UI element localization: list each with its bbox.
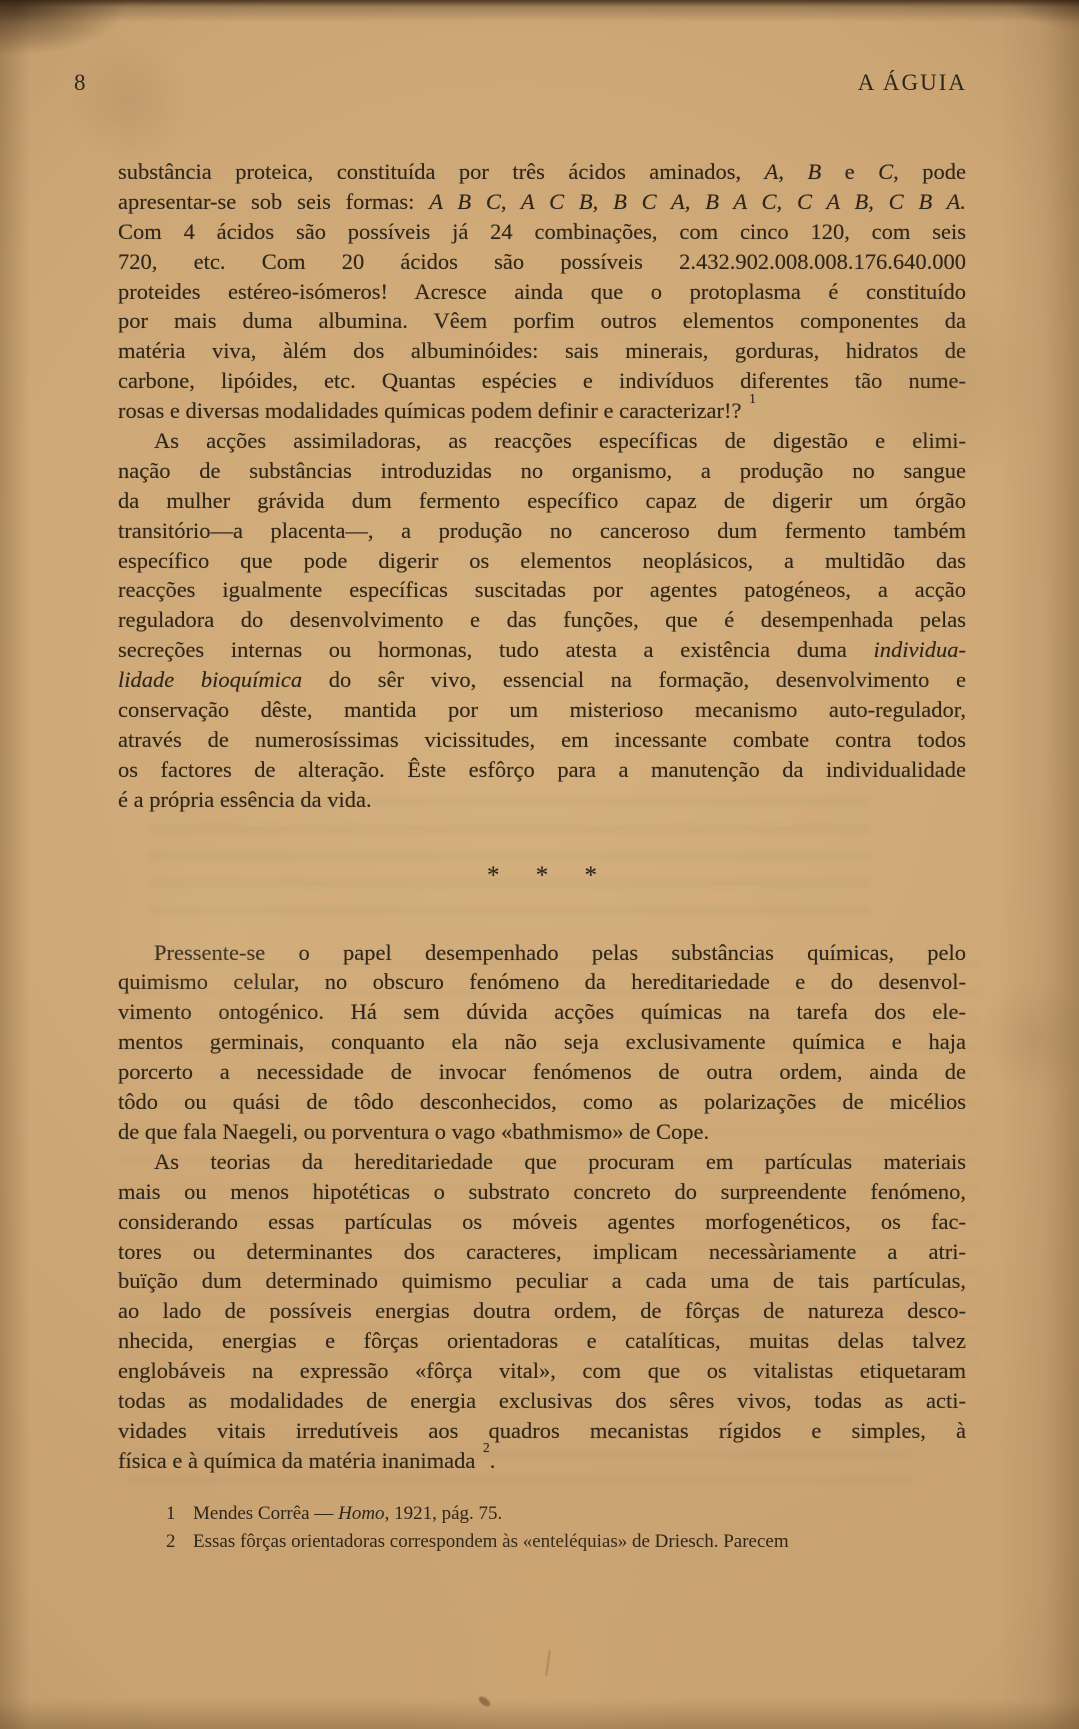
text-line: As teorias da hereditariedade que procuram em partículas materiais: [154, 1148, 966, 1174]
page-header: [0, 70, 1079, 100]
italic-text: B: [807, 159, 822, 184]
text-line: reguladora do desenvolvimento e das funções, que é desempenhada pelas: [118, 607, 966, 633]
text-line: matéria viva, àlém dos albuminóides: sais minerais, gorduras, hidratos de: [118, 338, 966, 364]
text-line: As acções assimiladoras, as reacções específicas de digestão e elimi-: [154, 428, 966, 454]
italic-text: A B C, A C B, B C A, B A C, C A B, C B A.: [429, 188, 967, 214]
text-line: Pressente-se o papel desempenhado pelas substâncias químicas, pelo: [154, 939, 966, 965]
text-line: da mulher grávida dum fermento específico capaz de digerir um órgão: [118, 487, 966, 513]
text-run: apresentar-se sob seis formas:: [118, 188, 430, 214]
footnote-reference: 1: [749, 390, 756, 406]
footnote-marker: 1: [166, 1503, 176, 1524]
text-line: vidades vitais irredutíveis aos quadros mecanistas rígidos e simples, à: [118, 1417, 966, 1443]
paper-fiber: [545, 1650, 551, 1676]
text-block: [118, 157, 966, 1476]
text-line: [118, 390, 966, 426]
footnotes: [166, 1500, 1012, 1556]
footnote: [166, 1500, 1012, 1528]
text-run: física e à química da matéria inanimada: [118, 1447, 481, 1473]
text-line: [118, 635, 966, 665]
text-line: porcerto a necessidade de invocar fenómenos de outra ordem, ainda de: [118, 1059, 966, 1085]
text-run: ,: [778, 159, 808, 184]
text-line: nação de substâncias introduzidas no organismo, a produção no sangue: [118, 457, 966, 483]
text-run: .: [489, 1447, 496, 1473]
italic-text: individua-: [873, 637, 966, 663]
text-line: mentos germinais, conquanto ela não seja exclusivamente química e haja: [118, 1029, 966, 1055]
italic-text: lidade bioquímica: [118, 667, 303, 693]
footnote: [166, 1528, 1012, 1556]
text-line: carbone, lipóides, etc. Quantas espécies e indivíduos diferentes tão nume-: [118, 368, 966, 394]
paragraph: [118, 157, 966, 426]
italic-text: C: [878, 159, 894, 184]
text-line: proteides estéreo-isómeros! Acresce ainda que o protoplasma é constituído: [118, 278, 966, 304]
text-run: Mendes Corrêa —: [193, 1503, 339, 1524]
italic-text: A: [764, 159, 779, 184]
text-line: por mais duma albumina. Vêem porfim outros elementos componentes da: [118, 308, 966, 334]
text-line: [118, 665, 966, 695]
paragraph: [118, 938, 966, 1147]
text-line: reacções igualmente específicas suscitadas por agentes patogéneos, a acção: [118, 577, 966, 603]
text-run: , pode: [893, 159, 966, 184]
text-line: ao lado de possíveis energias doutra ordem, de fôrças de natureza desco-: [118, 1298, 966, 1324]
text-line: mais ou menos hipotéticas o substrato concreto do surpreendente fenómeno,: [118, 1178, 966, 1204]
paragraph: [118, 426, 966, 815]
text-line: todas as modalidades de energia exclusivas dos sêres vivos, todas as acti-: [118, 1387, 966, 1413]
text-line: vimento ontogénico. Há sem dúvida acções químicas na tarefa dos ele-: [118, 999, 966, 1025]
page-number: 8: [74, 70, 86, 95]
paper-speck: [477, 1695, 492, 1709]
text-line: específico que pode digerir os elementos neoplásicos, a multidão das: [118, 547, 966, 573]
text-line: de que fala Naegeli, ou porventura o vago «bathmismo» de Cope.: [118, 1118, 710, 1144]
italic-text: Homo: [338, 1503, 385, 1524]
text-run: secreções internas ou hormonas, tudo atesta a existência duma: [118, 637, 874, 663]
text-run: rosas e diversas modalidades químicas podem definir e caracterizar!?: [118, 398, 748, 424]
paragraph: [118, 1147, 966, 1476]
text-run: e: [821, 159, 879, 184]
text-line: quimismo celular, no obscuro fenómeno da hereditariedade e do desenvol-: [118, 969, 966, 995]
text-line: transitório—a placenta—, a produção no canceroso dum fermento também: [118, 517, 966, 543]
footnote-marker: 2: [166, 1531, 176, 1552]
running-title: A ÁGUIA: [857, 70, 967, 95]
text-run: Essas fôrças orientadoras correspondem às «enteléquias» de Driesch. Parecem: [193, 1531, 789, 1552]
text-run: , 1921, pág. 75.: [384, 1503, 503, 1524]
text-line: englobáveis na expressão «fôrça vital», com que os vitalistas etiquetaram: [118, 1358, 966, 1384]
text-line: 720, etc. Com 20 ácidos são possíveis 2.432.902.008.008.176.640.000: [118, 248, 966, 274]
text-line: [118, 187, 966, 217]
text-line: nhecida, energias e fôrças orientadoras e catalíticas, muitas delas talvez: [118, 1328, 966, 1354]
text-line: [118, 157, 966, 187]
text-run: substância proteica, constituída por três ácidos aminados,: [118, 159, 765, 184]
section-separator: [118, 815, 966, 938]
separator-asterisks: * * *: [487, 862, 597, 890]
text-line: buïção dum determinado quimismo peculiar a cada uma de tais partículas,: [118, 1268, 966, 1294]
text-line: tores ou determinantes dos caracteres, implicam necessàriamente a atri-: [118, 1238, 966, 1264]
text-line: os factores de alteração. Êste esfôrço para a manutenção da individualidade: [118, 756, 966, 782]
text-line: através de numerosíssimas vicissitudes, em incessante combate contra todos: [118, 726, 966, 752]
text-line: tôdo ou quási de tôdo desconhecidos, como as polarizações de micélios: [118, 1089, 966, 1115]
text-line: conservação dêste, mantida por um misterioso mecanismo auto-regulador,: [118, 697, 966, 723]
text-line: considerando essas partículas os móveis agentes morfogenéticos, os fac-: [118, 1208, 966, 1234]
text-line: Com 4 ácidos são possíveis já 24 combinações, com cinco 120, com seis: [118, 218, 966, 244]
text-run: do sêr vivo, essencial na formação, desenvolvimento e: [302, 667, 967, 693]
text-line: é a própria essência da vida.: [118, 786, 372, 812]
footnote-reference: 2: [482, 1440, 490, 1456]
text-line: [118, 1440, 966, 1476]
